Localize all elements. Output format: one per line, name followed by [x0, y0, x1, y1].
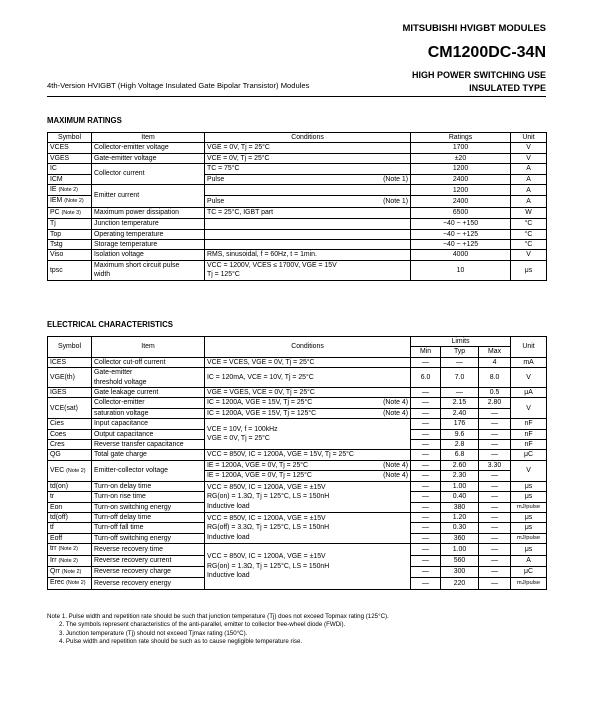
- conditions-cell: VGE = VGES, VCE = 0V, Tj = 25°C: [205, 388, 411, 398]
- typ-cell: 0.30: [441, 523, 479, 533]
- typ-cell: 2.60: [441, 460, 479, 470]
- conditions-cell: TC = 75°C: [205, 164, 411, 174]
- header-max: Max: [479, 347, 511, 357]
- table-row: [48, 219, 547, 229]
- table-row: [48, 512, 547, 522]
- symbol-note: (Note 2): [61, 568, 82, 575]
- max-cell: —: [479, 555, 511, 566]
- max-cell: —: [479, 450, 511, 460]
- unit-cell: V: [511, 368, 547, 388]
- table-row: [48, 164, 547, 174]
- min-cell: —: [411, 388, 441, 398]
- conditions-cell: [205, 544, 411, 590]
- footnote: 4. Pulse width and repetition rate should be such as to cause negligible temperature rise.: [59, 637, 303, 645]
- max-cell: 4: [479, 357, 511, 367]
- typ-cell: 1.00: [441, 544, 479, 555]
- symbol-cell: Tj: [48, 219, 92, 229]
- typ-cell: 1.00: [441, 481, 479, 491]
- symbol-cell: VGES: [48, 153, 92, 163]
- item-cell: Gate leakage current: [92, 388, 205, 398]
- max-cell: —: [479, 544, 511, 555]
- item-cell: Turn-on rise time: [92, 492, 205, 502]
- typ-cell: 2.30: [441, 471, 479, 481]
- header-divider: [47, 96, 546, 97]
- symbol-cell: Coes: [48, 429, 92, 439]
- rating-cell: 2400: [411, 174, 511, 184]
- condition-text: IE = 1200A, VGE = 0V, Tj = 125°C: [207, 472, 312, 480]
- symbol-text: VEC: [50, 466, 65, 474]
- symbol-cell: [48, 460, 92, 481]
- table-row: [48, 388, 547, 398]
- rating-cell: 1700: [411, 143, 511, 153]
- max-cell: —: [479, 566, 511, 577]
- symbol-cell: VGE(th): [48, 368, 92, 388]
- conditions-cell: VCC = 850V, IC = 1200A, VGE = 15V, Tj = 25°C: [205, 450, 411, 460]
- item-line: threshold voltage: [94, 378, 147, 386]
- unit-cell: nF: [511, 419, 547, 429]
- symbol-cell: Eon: [48, 502, 92, 512]
- symbol-cell: Cies: [48, 419, 92, 429]
- symbol-cell: Cres: [48, 440, 92, 450]
- symbol-note: (Note 2): [58, 557, 78, 564]
- symbol-cell: tf: [48, 523, 92, 533]
- unit-cell: A: [511, 196, 547, 207]
- item-cell: Isolation voltage: [92, 250, 205, 260]
- min-cell: —: [411, 429, 441, 439]
- symbol-cell: [48, 555, 92, 566]
- item-cell: Operating temperature: [92, 229, 205, 239]
- min-cell: —: [411, 512, 441, 522]
- min-cell: —: [411, 460, 441, 470]
- section-title-max-ratings: MAXIMUM RATINGS: [47, 116, 122, 125]
- item-cell: Turn-off switching energy: [92, 533, 205, 543]
- symbol-cell: [48, 196, 92, 207]
- unit-cell: W: [511, 207, 547, 218]
- unit-cell: A: [511, 555, 547, 566]
- max-cell: 8.0: [479, 368, 511, 388]
- conditions-cell: [205, 219, 411, 229]
- max-cell: —: [479, 512, 511, 522]
- table-row: [48, 229, 547, 239]
- conditions-cell: [205, 419, 411, 450]
- table-row: [48, 143, 547, 153]
- unit-cell: mJ/pulse: [511, 502, 547, 512]
- table-header-row: [48, 133, 547, 143]
- symbol-cell: tr: [48, 492, 92, 502]
- min-cell: —: [411, 481, 441, 491]
- conditions-cell: VCE = VCES, VGE = 0V, Tj = 25°C: [205, 357, 411, 367]
- min-cell: —: [411, 555, 441, 566]
- table-row: [48, 450, 547, 460]
- conditions-cell: RMS, sinusoidal, f = 60Hz, t = 1min.: [205, 250, 411, 260]
- unit-cell: °C: [511, 229, 547, 239]
- condition-line: Inductive load: [207, 502, 250, 510]
- item-cell: Reverse recovery time: [92, 544, 205, 555]
- typ-cell: 220: [441, 578, 479, 589]
- rating-cell: 2400: [411, 196, 511, 207]
- item-cell: Emitter current: [92, 185, 205, 208]
- condition-line: Tj = 125°C: [207, 271, 240, 279]
- condition-note: (Note 4): [383, 461, 408, 469]
- unit-cell: °C: [511, 219, 547, 229]
- min-cell: —: [411, 492, 441, 502]
- typ-cell: 2.15: [441, 398, 479, 408]
- condition-note: (Note 1): [383, 175, 408, 183]
- symbol-cell: Top: [48, 229, 92, 239]
- max-cell: —: [479, 429, 511, 439]
- condition-line: Inductive load: [207, 572, 250, 580]
- symbol-cell: ICES: [48, 357, 92, 367]
- item-cell: Turn-off delay time: [92, 512, 205, 522]
- condition-line: RG(on) = 1.3Ω, Tj = 125°C, LS = 150nH: [207, 562, 330, 570]
- item-cell: Total gate charge: [92, 450, 205, 460]
- unit-cell: mJ/pulse: [511, 533, 547, 543]
- typ-cell: 9.6: [441, 429, 479, 439]
- max-cell: 3.30: [479, 460, 511, 470]
- item-cell: saturation voltage: [92, 408, 205, 418]
- subtitle-line2: INSULATED TYPE: [469, 83, 546, 93]
- min-cell: —: [411, 523, 441, 533]
- symbol-cell: IC: [48, 164, 92, 174]
- section-title-electrical: ELECTRICAL CHARACTERISTICS: [47, 320, 173, 329]
- table-row: [48, 357, 547, 367]
- min-cell: —: [411, 398, 441, 408]
- typ-cell: 176: [441, 419, 479, 429]
- table-row: [48, 460, 547, 470]
- header-unit: Unit: [511, 133, 547, 143]
- brand-line: MITSUBISHI HVIGBT MODULES: [402, 23, 546, 34]
- unit-cell: V: [511, 250, 547, 260]
- table-row: [48, 260, 547, 280]
- header-symbol: Symbol: [48, 337, 92, 358]
- typ-cell: 6.8: [441, 450, 479, 460]
- header-typ: Typ: [441, 347, 479, 357]
- typ-cell: 360: [441, 533, 479, 543]
- typ-cell: 7.0: [441, 368, 479, 388]
- symbol-cell: tpsc: [48, 260, 92, 280]
- rating-cell: 10: [411, 260, 511, 280]
- condition-line: VCC = 1200V, VCES ≤ 1700V, VGE = 15V: [207, 261, 337, 269]
- unit-cell: nF: [511, 440, 547, 450]
- max-cell: —: [479, 471, 511, 481]
- rating-cell: ±20: [411, 153, 511, 163]
- condition-text: IC = 1200A, VGE = 15V, Tj = 125°C: [207, 409, 317, 417]
- conditions-cell: [205, 398, 411, 408]
- conditions-cell: [205, 240, 411, 250]
- typ-cell: 1.20: [441, 512, 479, 522]
- conditions-cell: [205, 408, 411, 418]
- item-cell: Turn-on switching energy: [92, 502, 205, 512]
- min-cell: —: [411, 578, 441, 589]
- rating-cell: 1200: [411, 185, 511, 196]
- unit-cell: μs: [511, 260, 547, 280]
- symbol-cell: Viso: [48, 250, 92, 260]
- min-cell: —: [411, 440, 441, 450]
- unit-cell: μA: [511, 388, 547, 398]
- symbol-note: (Note 2): [58, 187, 78, 194]
- symbol-text: Qrr: [50, 567, 60, 575]
- conditions-cell: [205, 229, 411, 239]
- symbol-text: IEM: [50, 197, 63, 205]
- table-row: [48, 408, 547, 418]
- conditions-cell: [205, 512, 411, 543]
- header-min: Min: [411, 347, 441, 357]
- unit-cell: V: [511, 460, 547, 481]
- symbol-cell: [48, 185, 92, 196]
- table-row: [48, 481, 547, 491]
- min-cell: —: [411, 450, 441, 460]
- table-header-row: [48, 337, 547, 347]
- module-description: 4th-Version HVIGBT (High Voltage Insulated Gate Bipolar Transistor) Modules: [47, 81, 310, 90]
- item-cell: Collector-emitter: [92, 398, 205, 408]
- item-cell: Input capacitance: [92, 419, 205, 429]
- conditions-cell: TC = 25°C, IGBT part: [205, 207, 411, 218]
- typ-cell: 0.40: [441, 492, 479, 502]
- max-cell: —: [479, 578, 511, 589]
- min-cell: —: [411, 502, 441, 512]
- table-row: [48, 185, 547, 196]
- symbol-cell: ICM: [48, 174, 92, 184]
- conditions-cell: [205, 460, 411, 470]
- unit-cell: V: [511, 398, 547, 419]
- condition-text: Pulse: [207, 175, 225, 183]
- item-cell: Storage temperature: [92, 240, 205, 250]
- item-line: Maximum short circuit pulse: [94, 261, 180, 269]
- condition-line: VCC = 850V, IC = 1200A, VGE = ±15V: [207, 514, 326, 522]
- symbol-cell: Eoff: [48, 533, 92, 543]
- symbol-note: (Note 2): [66, 580, 86, 587]
- conditions-cell: [205, 174, 411, 184]
- unit-cell: V: [511, 143, 547, 153]
- header-conditions: Conditions: [205, 337, 411, 358]
- table-row: [48, 419, 547, 429]
- item-line: Gate-emitter: [94, 369, 133, 377]
- item-cell: Collector current: [92, 164, 205, 185]
- item-cell: Reverse transfer capacitance: [92, 440, 205, 450]
- condition-note: (Note 1): [383, 197, 408, 205]
- unit-cell: mA: [511, 357, 547, 367]
- item-cell: Junction temperature: [92, 219, 205, 229]
- rating-cell: −40 ~ +150: [411, 219, 511, 229]
- unit-cell: V: [511, 153, 547, 163]
- unit-cell: μs: [511, 544, 547, 555]
- unit-cell: A: [511, 164, 547, 174]
- conditions-cell: [205, 196, 411, 207]
- max-cell: —: [479, 440, 511, 450]
- item-cell: [92, 260, 205, 280]
- symbol-cell: [48, 566, 92, 577]
- conditions-cell: IC = 120mA, VCE = 10V, Tj = 25°C: [205, 368, 411, 388]
- condition-note: (Note 4): [383, 472, 408, 480]
- symbol-cell: VCES: [48, 143, 92, 153]
- symbol-text: Irr: [50, 556, 57, 564]
- unit-cell: μs: [511, 492, 547, 502]
- typ-cell: —: [441, 357, 479, 367]
- electrical-characteristics-table: [47, 336, 547, 590]
- min-cell: —: [411, 544, 441, 555]
- typ-cell: 560: [441, 555, 479, 566]
- model-number: CM1200DC-34N: [427, 44, 546, 61]
- max-cell: —: [479, 492, 511, 502]
- min-cell: —: [411, 471, 441, 481]
- condition-line: RG(off) = 3.3Ω, Tj = 125°C, LS = 150nH: [207, 524, 330, 532]
- symbol-cell: [48, 207, 92, 218]
- max-cell: —: [479, 481, 511, 491]
- symbol-text: IE: [50, 186, 57, 194]
- unit-cell: μs: [511, 523, 547, 533]
- typ-cell: —: [441, 388, 479, 398]
- symbol-cell: td(off): [48, 512, 92, 522]
- rating-cell: −40 ~ +125: [411, 229, 511, 239]
- symbol-cell: IGES: [48, 388, 92, 398]
- item-cell: Collector-emitter voltage: [92, 143, 205, 153]
- symbol-note: (Note 3): [61, 209, 81, 216]
- rating-cell: −40 ~ +125: [411, 240, 511, 250]
- typ-cell: 380: [441, 502, 479, 512]
- typ-cell: 300: [441, 566, 479, 577]
- unit-cell: nF: [511, 429, 547, 439]
- symbol-text: PC: [50, 208, 60, 216]
- rating-cell: 4000: [411, 250, 511, 260]
- item-cell: Emitter-collector voltage: [92, 460, 205, 481]
- item-cell: Reverse recovery current: [92, 555, 205, 566]
- footnotes: [47, 613, 389, 646]
- max-cell: 2.80: [479, 398, 511, 408]
- header-item: Item: [92, 133, 205, 143]
- header-ratings: Ratings: [411, 133, 511, 143]
- rating-cell: 1200: [411, 164, 511, 174]
- min-cell: —: [411, 419, 441, 429]
- unit-cell: A: [511, 174, 547, 184]
- item-cell: Turn-off fall time: [92, 523, 205, 533]
- condition-line: Inductive load: [207, 533, 250, 541]
- condition-note: (Note 4): [383, 399, 408, 407]
- symbol-text: Erec: [50, 579, 65, 587]
- item-cell: Turn-on delay time: [92, 481, 205, 491]
- unit-cell: μC: [511, 566, 547, 577]
- symbol-cell: Tstg: [48, 240, 92, 250]
- table-row: [48, 207, 547, 218]
- symbol-cell: [48, 544, 92, 555]
- conditions-cell: [205, 471, 411, 481]
- item-cell: Gate-emitter voltage: [92, 153, 205, 163]
- condition-text: IC = 1200A, VGE = 15V, Tj = 25°C: [207, 399, 313, 407]
- subtitle-line1: HIGH POWER SWITCHING USE: [411, 70, 546, 80]
- min-cell: —: [411, 566, 441, 577]
- item-cell: Collector cut-off current: [92, 357, 205, 367]
- unit-cell: °C: [511, 240, 547, 250]
- symbol-cell: VCE(sat): [48, 398, 92, 419]
- item-cell: [92, 368, 205, 388]
- min-cell: —: [411, 357, 441, 367]
- item-cell: Reverse recovery charge: [92, 566, 205, 577]
- max-cell: —: [479, 523, 511, 533]
- unit-cell: A: [511, 185, 547, 196]
- min-cell: 6.0: [411, 368, 441, 388]
- symbol-cell: td(on): [48, 481, 92, 491]
- max-ratings-table: [47, 132, 547, 281]
- conditions-cell: [205, 185, 411, 196]
- condition-line: VGE = 0V, Tj = 25°C: [207, 435, 270, 443]
- table-row: [48, 544, 547, 555]
- header-item: Item: [92, 337, 205, 358]
- conditions-cell: VCE = 0V, Tj = 25°C: [205, 153, 411, 163]
- footnote: Note 1. Pulse width and repetition rate should be such that junction temperature (Tj) does not exceed Topmax rating (125°C).: [47, 613, 389, 620]
- rating-cell: 6500: [411, 207, 511, 218]
- item-cell: Maximum power dissipation: [92, 207, 205, 218]
- item-cell: Output capacitance: [92, 429, 205, 439]
- header-unit: Unit: [511, 337, 547, 358]
- table-row: [48, 240, 547, 250]
- conditions-cell: [205, 481, 411, 512]
- symbol-note: (Note 2): [64, 198, 84, 205]
- header-symbol: Symbol: [48, 133, 92, 143]
- conditions-cell: VGE = 0V, Tj = 25°C: [205, 143, 411, 153]
- condition-note: (Note 4): [383, 409, 408, 417]
- symbol-cell: QG: [48, 450, 92, 460]
- symbol-note: (Note 2): [66, 467, 86, 474]
- typ-cell: 2.8: [441, 440, 479, 450]
- condition-line: VCE = 10V, f = 100kHz: [207, 425, 278, 433]
- condition-line: VCC = 850V, IC = 1200A, VGE = ±15V: [207, 553, 326, 561]
- unit-cell: μs: [511, 512, 547, 522]
- typ-cell: 2.40: [441, 408, 479, 418]
- unit-cell: μC: [511, 450, 547, 460]
- max-cell: —: [479, 502, 511, 512]
- unit-cell: μs: [511, 481, 547, 491]
- table-row: [48, 398, 547, 408]
- max-cell: —: [479, 533, 511, 543]
- unit-cell: mJ/pulse: [511, 578, 547, 589]
- max-cell: 0.5: [479, 388, 511, 398]
- footnote: 3. Junction temperature (Tj) should not exceed Tjmax rating (150°C).: [59, 629, 248, 637]
- condition-text: Pulse: [207, 197, 225, 205]
- item-cell: Reverse recovery energy: [92, 578, 205, 589]
- condition-line: VCC = 850V, IC = 1200A, VGE = ±15V: [207, 483, 326, 491]
- table-row: [48, 368, 547, 388]
- symbol-cell: [48, 578, 92, 589]
- condition-line: RG(on) = 1.3Ω, Tj = 125°C, LS = 150nH: [207, 493, 330, 501]
- item-line: width: [94, 271, 111, 279]
- footnote: 2. The symbols represent characteristics of the anti-parallel, emitter to collector free-wheel diode (FWDi).: [59, 621, 346, 629]
- table-row: [48, 153, 547, 163]
- symbol-note: (Note 2): [58, 546, 78, 553]
- table-row: [48, 250, 547, 260]
- symbol-text: trr: [50, 545, 57, 553]
- header-limits: Limits: [411, 337, 511, 347]
- header-conditions: Conditions: [205, 133, 411, 143]
- conditions-cell: [205, 260, 411, 280]
- min-cell: —: [411, 408, 441, 418]
- max-cell: —: [479, 408, 511, 418]
- condition-text: IE = 1200A, VGE = 0V, Tj = 25°C: [207, 461, 309, 469]
- min-cell: —: [411, 533, 441, 543]
- max-cell: —: [479, 419, 511, 429]
